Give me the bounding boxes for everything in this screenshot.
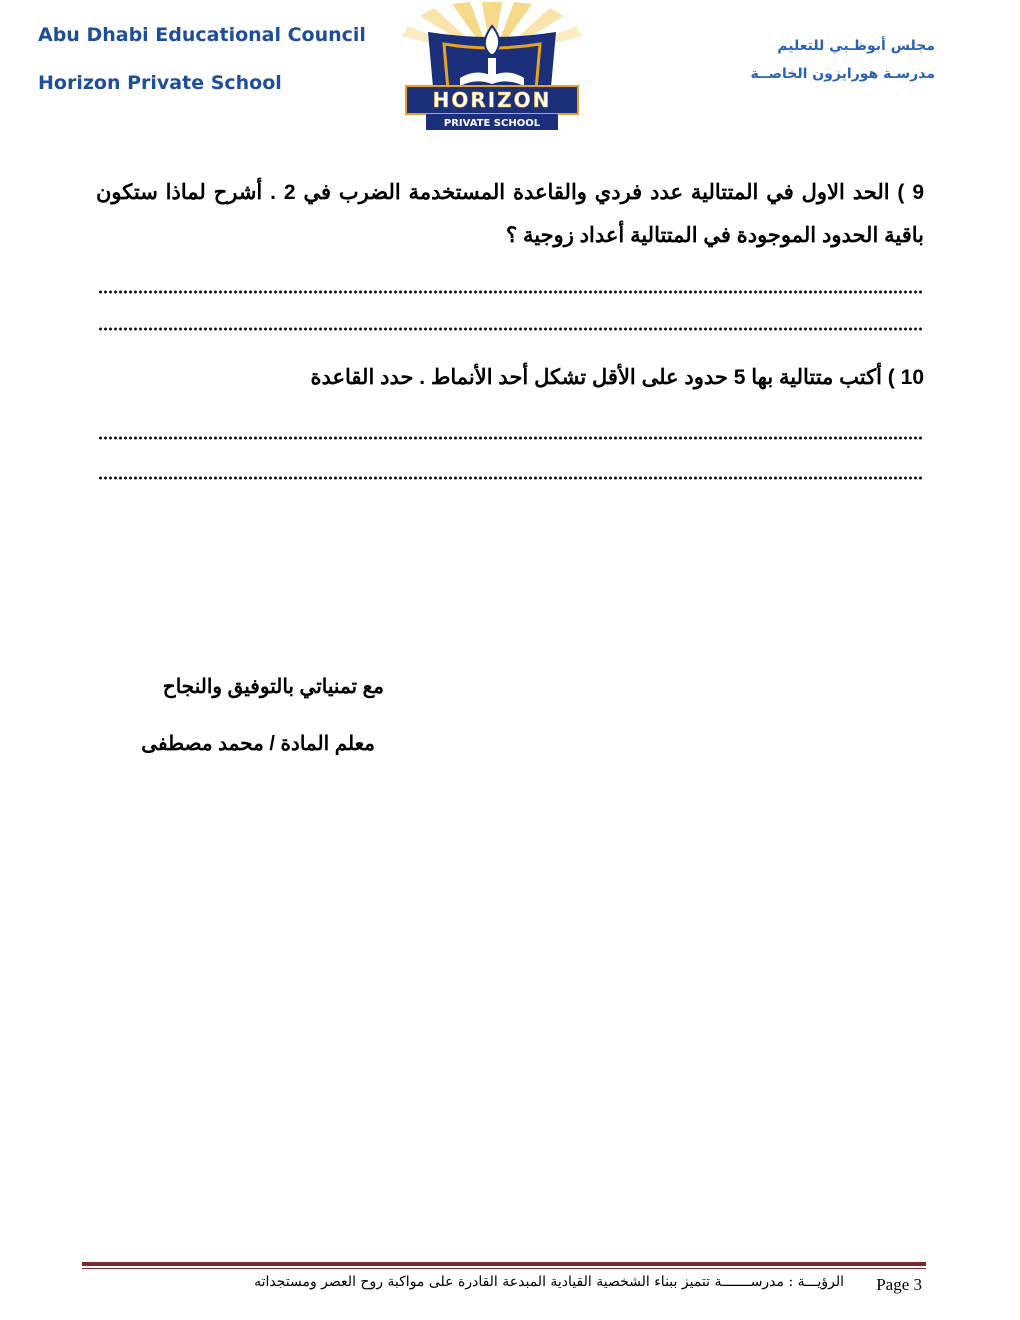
closing-wishes: مع تمنياتي بالتوفيق والنجاح bbox=[162, 676, 384, 698]
school-logo bbox=[400, 2, 584, 134]
question-9: 9 ) الحد الاول في المتتالية عدد فردي والقاعدة المستخدمة الضرب في 2 . أشرح لماذا ستكون باقية الحدود الموجودة في المتتالية أعداد زوجية ؟ bbox=[96, 181, 925, 247]
question-10: 10 ) أكتب متتالية بها 5 حدود على الأقل تشكل أحد الأنماط . حدد القاعدة bbox=[310, 366, 924, 389]
school-name-ar: مدرسـة هورايزون الخاصــة bbox=[750, 66, 935, 82]
answer-line bbox=[98, 290, 922, 294]
teacher-signature: معلم المادة / محمد مصطفى bbox=[141, 733, 375, 755]
page-number: Page 3 bbox=[876, 1275, 922, 1294]
torch-icon bbox=[488, 58, 496, 76]
logo-title: HORIZON bbox=[432, 88, 552, 112]
answer-line bbox=[98, 436, 922, 440]
footer-rule-thin bbox=[82, 1268, 926, 1269]
footer-rule-thick bbox=[82, 1262, 926, 1266]
council-name-ar: مجلس أبوظـبي للتعليم bbox=[777, 38, 935, 54]
answer-line bbox=[98, 327, 922, 331]
council-name-en: Abu Dhabi Educational Council bbox=[38, 24, 366, 46]
school-name-en: Horizon Private School bbox=[38, 72, 282, 94]
logo-subtitle: PRIVATE SCHOOL bbox=[443, 118, 541, 129]
answer-line bbox=[98, 476, 922, 480]
footer-vision: الرؤيـــة : مدرســـــــة تتميز ببناء الشخصية القيادية المبدعة القادرة على مواكبة روح العصر ومستجداته bbox=[254, 1274, 844, 1290]
